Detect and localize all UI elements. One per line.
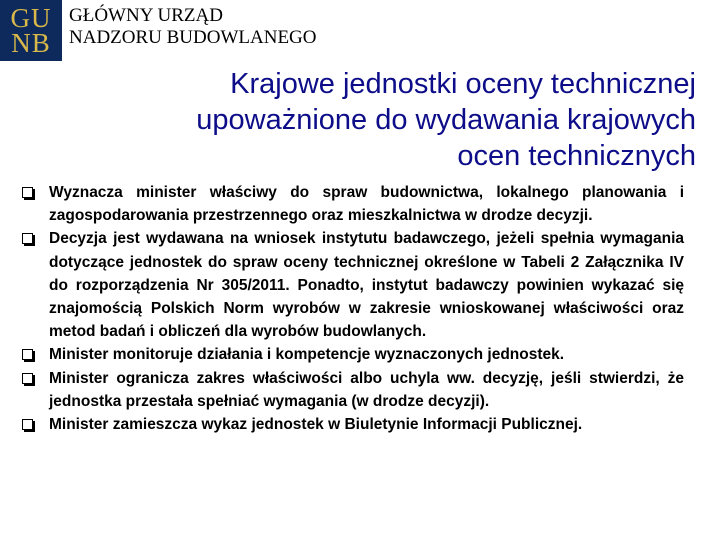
org-name-line1: GŁÓWNY URZĄD — [69, 5, 223, 26]
bullet-list — [22, 181, 684, 436]
list-item — [22, 181, 684, 227]
square-bullet-icon — [22, 349, 33, 360]
square-bullet-icon — [22, 187, 33, 198]
logo-letters-bottom: NB — [11, 27, 51, 58]
slide-title-line3: ocen technicznych — [457, 140, 696, 172]
bullet-text: Minister ogranicza zakres właściwości albo uchyla ww. decyzję, jeśli stwierdzi, że jednostka przestała spełniać wymagania (w drodze decyzji). — [49, 369, 684, 410]
organization-name — [69, 5, 317, 49]
square-bullet-icon — [22, 373, 33, 384]
logo-letters-top: GU — [10, 2, 52, 33]
slide-title — [96, 66, 696, 174]
list-item — [22, 413, 684, 436]
bullet-text: Decyzja jest wydawana na wniosek instytutu badawczego, jeżeli spełnia wymagania dotyczące jednostek do spraw oceny technicznej określone w Tabeli 2 Załącznika IV do rozporządzenia Nr 305/2011. Ponadto, instytut badawczy powinien wykazać się znajomością Polskich Norm wyrobów w zakresie wnioskowanej właściwości oraz metod badań i obliczeń dla wyrobów budowlanych. — [49, 230, 684, 341]
bullet-text: Minister monitoruje działania i kompetencje wyznaczonych jednostek. — [49, 346, 565, 364]
list-item — [22, 227, 684, 343]
bullet-text: Minister zamieszcza wykaz jednostek w Biuletynie Informacji Publicznej. — [49, 416, 583, 434]
list-item — [22, 367, 684, 413]
square-bullet-icon — [22, 233, 33, 244]
list-item — [22, 343, 684, 366]
org-name-line2: NADZORU BUDOWLANEGO — [69, 27, 317, 48]
gunb-logo — [0, 0, 62, 61]
square-bullet-icon — [22, 419, 33, 430]
slide-title-line1: Krajowe jednostki oceny technicznej — [230, 68, 696, 100]
slide-title-line2: upoważnione do wydawania krajowych — [196, 104, 696, 136]
bullet-text: Wyznacza minister właściwy do spraw budownictwa, lokalnego planowania i zagospodarowania przestrzennego oraz mieszkalnictwa w drodze decyzji. — [49, 184, 684, 225]
